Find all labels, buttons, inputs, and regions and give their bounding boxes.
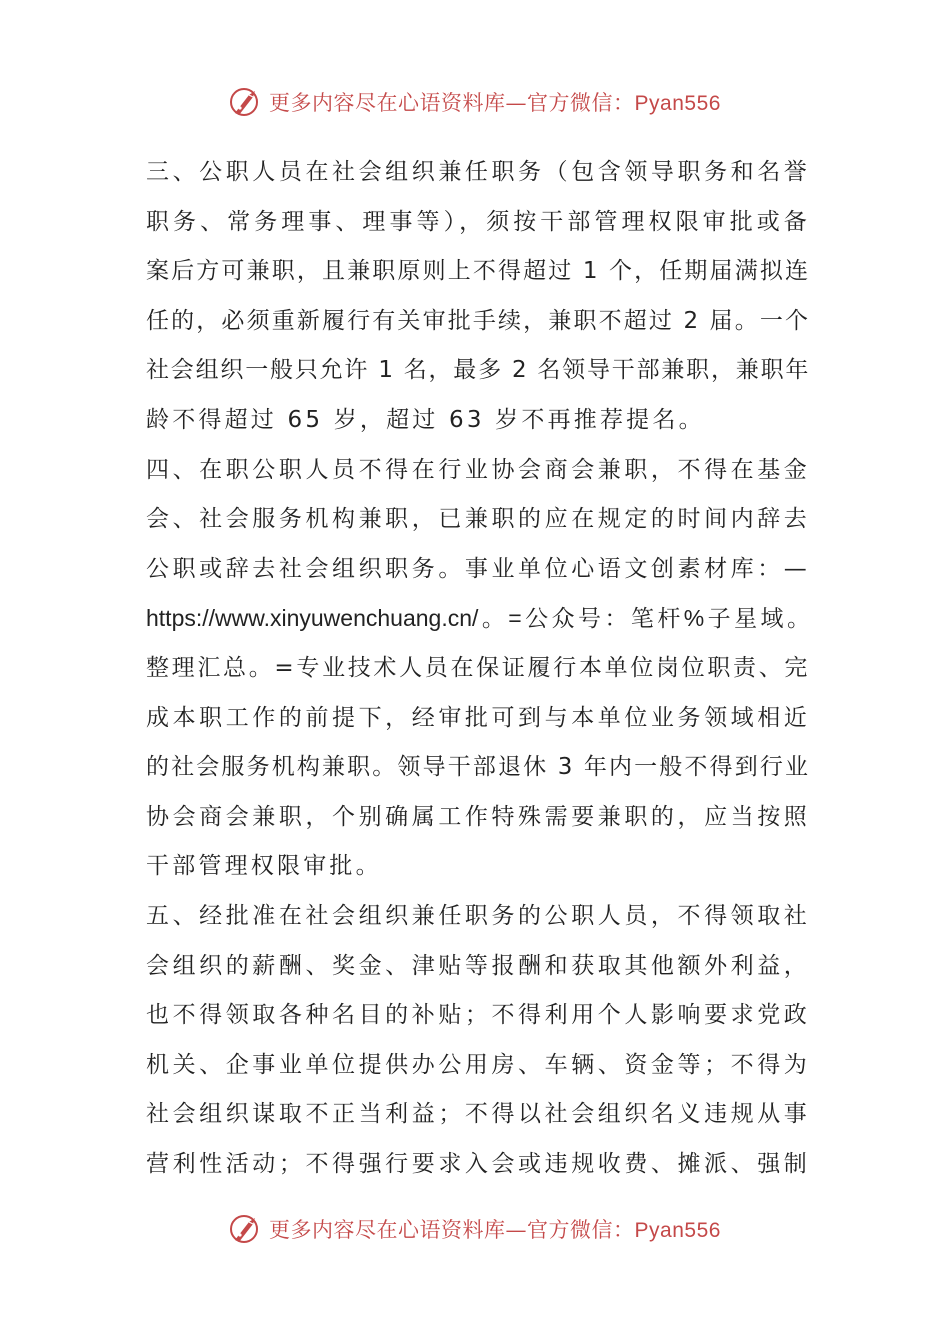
header-dash: —	[505, 91, 528, 115]
text-line: 机关、企事业单位提供办公用房、车辆、资金等；不得为	[146, 1051, 810, 1078]
text-line: 社会组织谋取不正当利益；不得以社会组织名义违规从事	[146, 1101, 810, 1128]
footer-wechat-label: 官方微信：	[527, 1218, 635, 1242]
text-line: 干部管理权限审批。	[146, 853, 382, 880]
header-banner-text	[269, 87, 721, 117]
text-line: 成本职工作的前提下，经审批可到与本单位业务领域相近	[146, 704, 810, 731]
text-line: 的社会服务机构兼职。领导干部退休 3 年内一般不得到行业	[146, 754, 810, 781]
header-banner	[0, 82, 950, 122]
footer-dash: —	[505, 1218, 528, 1242]
text-line: 社会组织一般只允许 1 名，最多 2 名领导干部兼职，兼职年	[146, 357, 810, 384]
text-line: 五、经批准在社会组织兼任职务的公职人员，不得领取社	[146, 902, 810, 929]
paragraph-5	[146, 892, 810, 1190]
header-wechat-label: 官方微信：	[527, 91, 635, 115]
paragraph-3	[146, 148, 810, 446]
paragraph-4	[146, 446, 810, 892]
header-wechat-id: Pyan556	[634, 92, 721, 115]
text-line: 任的，必须重新履行有关审批手续，兼职不超过 2 届。一个	[146, 307, 810, 334]
text-line: 职务、常务理事、理事等），须按干部管理权限审批或备	[146, 208, 810, 235]
text-line: 也不得领取各种名目的补贴；不得利用个人影响要求党政	[146, 1002, 810, 1029]
pen-nib-logo-icon	[229, 85, 263, 119]
text-line: 营利性活动；不得强行要求入会或违规收费、摊派、强制	[146, 1150, 810, 1177]
text-line: 会、社会服务机构兼职，已兼职的应在规定的时间内辞去	[146, 506, 810, 533]
text-line: 协会商会兼职，个别确属工作特殊需要兼职的，应当按照	[146, 803, 810, 830]
footer-brand: 更多内容尽在心语资料库	[269, 1218, 506, 1242]
pen-nib-logo-icon	[229, 1212, 263, 1246]
text-line: 会组织的薪酬、奖金、津贴等报酬和获取其他额外利益，	[146, 952, 810, 979]
text-line: 整理汇总。=专业技术人员在保证履行本单位岗位职责、完	[146, 654, 810, 681]
footer-banner-text	[269, 1214, 721, 1244]
text-line: 案后方可兼职，且兼职原则上不得超过 1 个，任期届满拟连	[146, 258, 810, 285]
text-line: 三、公职人员在社会组织兼任职务（包含领导职务和名誉	[146, 159, 810, 185]
footer-banner	[0, 1209, 950, 1249]
text-line: 公职或辞去社会组织职务。事业单位心语文创素材库：—	[146, 555, 810, 582]
header-brand: 更多内容尽在心语资料库	[269, 91, 506, 115]
text-line: 龄不得超过 65 岁，超过 63 岁不再推荐提名。	[146, 406, 705, 433]
document-body	[146, 148, 810, 1189]
text-line-url: https://www.xinyuwenchuang.cn/。=公众号：笔杆%子星域。	[146, 605, 810, 632]
footer-wechat-id: Pyan556	[634, 1219, 721, 1242]
text-line: 四、在职公职人员不得在行业协会商会兼职，不得在基金	[146, 456, 810, 483]
